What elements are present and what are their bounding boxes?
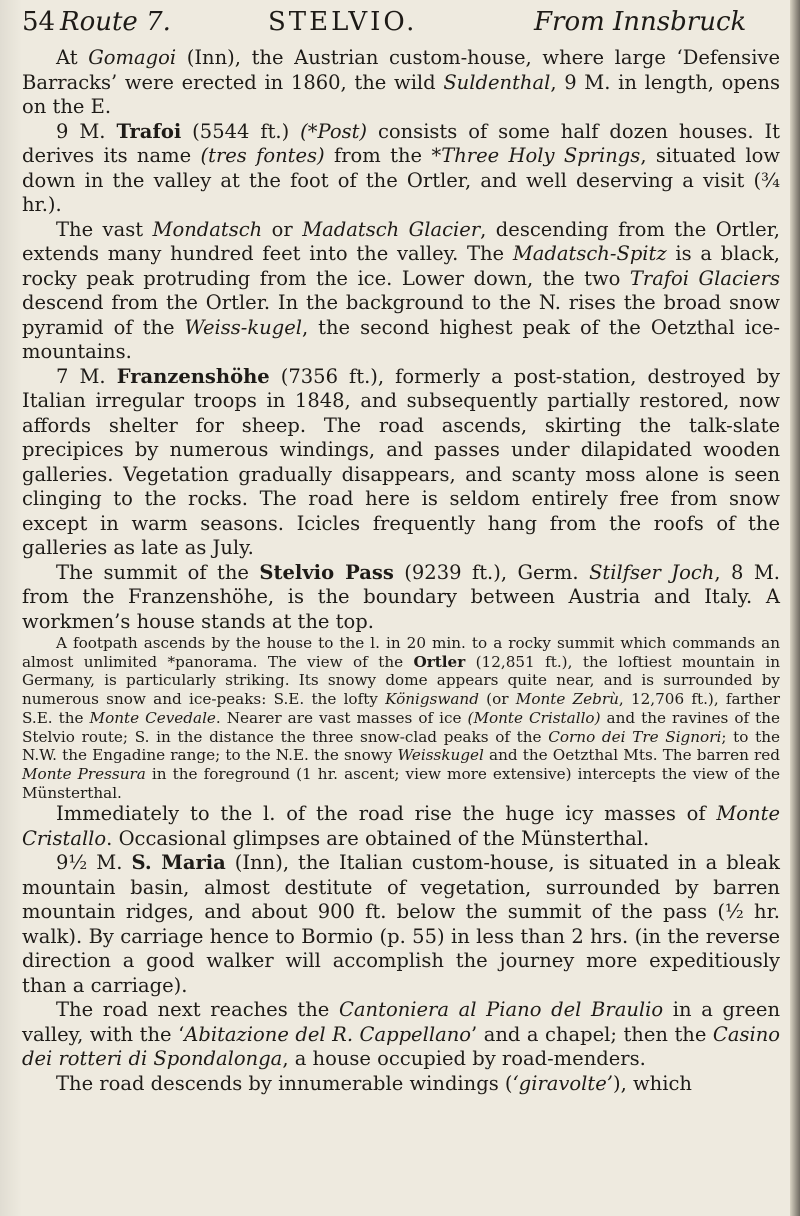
text-run: ), which <box>612 1071 692 1095</box>
place-heading: STELVIO. <box>268 7 418 37</box>
text-run: . Occasional glimpses are obtained of the Münsterthal. <box>106 826 650 850</box>
route-label: Route 7. <box>60 7 171 37</box>
text-run: in the foreground (1 hr. ascent; view more extensive) intercepts the view of the Münsterthal. <box>22 764 780 802</box>
text-run: 9½ M. <box>56 851 132 875</box>
text-run: The vast <box>56 217 153 241</box>
text-run: and the ravines of the Stelvio route; S. in the distance the three snow-clad peaks of the <box>22 708 780 746</box>
place-name: Stelvio Pass <box>259 560 394 584</box>
italic-term: Weiss-kugel <box>184 315 302 339</box>
text-run: , 12,706 ft.), farther S.E. the <box>22 690 780 727</box>
text-run: , 9 M. in length, opens on the E. <box>22 70 780 118</box>
text-run: The road next reaches the <box>56 998 340 1022</box>
italic-term: *Three Holy Springs <box>431 144 641 167</box>
text-run: (Inn), the Austrian custom-house, where large ‘Defensive Barracks’ were erected in 1860, the wild <box>22 46 780 94</box>
from-heading: From Innsbruck <box>534 7 747 37</box>
text-run: (9239 ft.), Germ. <box>393 560 590 584</box>
page-number: 54 <box>22 7 56 37</box>
text-run: 7 M. <box>56 364 117 388</box>
italic-term: Monte Zebrù <box>515 690 619 709</box>
paragraph <box>22 1072 780 1097</box>
page-edge <box>790 0 800 1216</box>
place-name: Franzenshöhe <box>116 364 270 388</box>
italic-term: Königswand <box>385 690 479 709</box>
italic-term: Abitazione del R. Cappellano <box>184 1022 471 1046</box>
text-run: , the second highest peak of the Oetzthal ice-mountains. <box>22 315 780 363</box>
text-run: and the Oetzthal Mts. The barren red <box>483 746 781 765</box>
paragraph <box>22 851 780 998</box>
running-header <box>22 2 782 42</box>
text-run: descend from the Ortler. In the background to the N. rises the broad snow pyramid of the <box>22 291 780 339</box>
text-run: Immediately to the l. of the road rise the huge icy masses of <box>56 802 717 826</box>
italic-term: ‘giravolte’ <box>512 1071 613 1095</box>
paragraph <box>22 120 780 218</box>
italic-term: Monte Pressura <box>22 764 146 783</box>
paragraph <box>22 561 780 635</box>
italic-term: Corno dei Tre Signori <box>548 727 722 746</box>
italic-term: Mondatsch <box>152 217 263 241</box>
text-run: 9 M. <box>56 119 117 143</box>
text-run: The road descends by innumerable windings ( <box>56 1071 513 1095</box>
italic-term: Casino dei rotteri di Spondalonga <box>22 1022 780 1071</box>
text-run: (5544 ft.) <box>181 119 301 143</box>
italic-term: Madatsch Glacier <box>302 217 481 241</box>
text-run: At <box>56 46 89 69</box>
text-run: ’ and a chapel; then the <box>471 1022 713 1046</box>
place-name: Ortler <box>413 652 466 671</box>
text-run: or <box>262 217 303 241</box>
text-run: is a black, rocky peak protruding from the ice. Lower down, the two <box>22 242 780 290</box>
italic-term: Cantoniera al Piano del Braulio <box>339 998 664 1022</box>
italic-term: Trafoi Glaciers <box>629 266 780 290</box>
text-run: A footpath ascends by the house to the l. in 20 min. to a rocky summit which commands an almost unlimited *panorama. The view of the <box>22 634 780 671</box>
italic-term: (Monte Cristallo) <box>467 708 601 727</box>
text-run: (12,851 ft.), the loftiest mountain in Germany, is particularly striking. Its snowy dome appears quite near, and is surrounded by numerous snow and ice-peaks: S.E. the lofty <box>22 652 780 709</box>
paragraph <box>22 365 780 561</box>
text-run: . Nearer are vast masses of ice <box>215 708 468 727</box>
footnote-paragraph <box>22 634 780 802</box>
text-run: (7356 ft.), formerly a post-station, destroyed by Italian irregular troops in 1848, and subsequently partially restored, now affords shelter for sheep. The road ascends, skirting the talk-slate precipices by numerous windings, and passes under dilapidated wooden galleries. Vegetation gradually disappears, and scanty moss alone is seen clinging to the rocks. The road here is seldom entirely free from snow except in warm seasons. Icicles frequently hang from the roofs of the galleries as late as July. <box>22 364 781 559</box>
text-run: (Inn), the Italian custom-house, is situated in a bleak mountain basin, almost destitute of vegetation, surrounded by barren mountain ridges, and about 900 ft. below the summit of the pass (½ hr. walk). By carriage hence to Bormio (p. 55) in less than 2 hrs. (in the reverse direction a good walker will accomplish the journey more expeditiously than a carriage). <box>22 851 780 997</box>
place-name: S. Maria <box>131 851 226 875</box>
body-text <box>22 46 780 1096</box>
text-run: ; to the N.W. the Engadine range; to the N.E. the snowy <box>22 727 780 765</box>
text-run: , situated low down in the valley at the foot of the Ortler, and well deserving a visit (¾ hr.). <box>22 144 781 216</box>
text-run: in a green valley, with the ‘ <box>22 998 780 1046</box>
paragraph <box>22 46 780 120</box>
paragraph <box>22 218 780 365</box>
text-run: (or <box>478 690 516 709</box>
italic-term: Monte Cristallo <box>22 802 780 850</box>
italic-term: Suldenthal <box>443 70 551 94</box>
text-run: consists of some half dozen houses. It derives its name <box>22 119 780 167</box>
italic-term: Stilfser Joch <box>589 560 715 584</box>
text-run: , a house occupied by road-menders. <box>282 1047 646 1071</box>
text-run: The summit of the <box>56 560 260 584</box>
italic-term: Weisskugel <box>397 746 484 765</box>
italic-term: (tres fontes) <box>200 144 325 167</box>
page-gutter-shadow <box>0 0 22 1216</box>
text-run: from the <box>324 144 432 167</box>
italic-term: Madatsch-Spitz <box>512 242 667 265</box>
text-run: , 8 M. from the Franzenshöhe, is the boundary between Austria and Italy. A workmen’s house stands at the top. <box>22 560 780 633</box>
place-name: Trafoi <box>116 119 182 143</box>
italic-term: Gomagoi <box>88 46 177 69</box>
italic-term: (*Post) <box>300 119 368 143</box>
paragraph <box>22 998 780 1072</box>
paragraph <box>22 802 780 851</box>
italic-term: Monte Cevedale <box>89 708 216 727</box>
text-run: , descending from the Ortler, extends many hundred feet into the valley. The <box>22 217 780 265</box>
